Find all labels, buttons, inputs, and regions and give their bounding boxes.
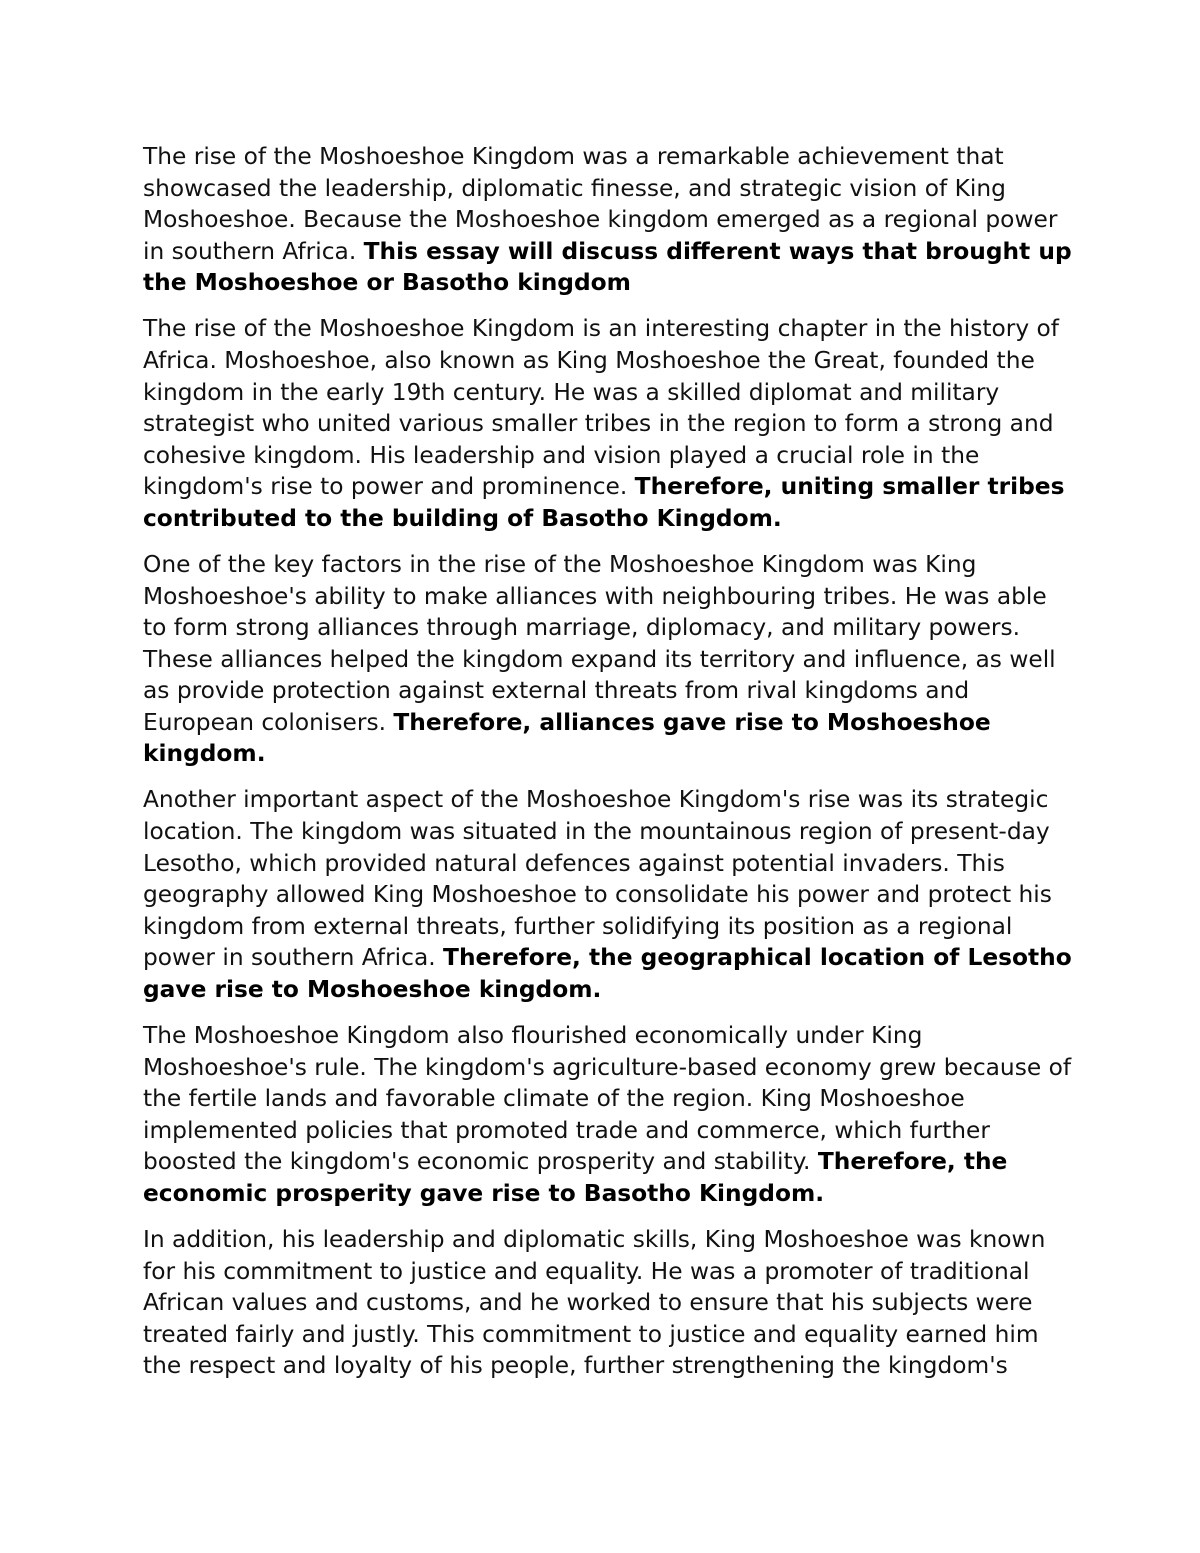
paragraph-text: The Moshoeshoe Kingdom also flourished economically under King Moshoeshoe's rule. The kingdom's agriculture-based economy grew because of the fertile lands and favorable climate of the region. King Moshoeshoe implemented policies that promoted trade and commerce, which further boosted the kingdom's economic prosperity and stability. — [143, 1022, 1072, 1176]
paragraph-justice — [143, 1224, 1073, 1382]
paragraph-thesis-statement: This essay will discuss different ways that brought up the Moshoeshoe or Basotho kingdom — [143, 237, 1072, 297]
paragraph-conclusion: Therefore, alliances gave rise to Moshoeshoe kingdom. — [143, 708, 991, 768]
paragraph-conclusion: Therefore, uniting smaller tribes contributed to the building of Basotho Kingdom. — [143, 473, 1065, 532]
paragraph-economy — [143, 1020, 1073, 1210]
paragraph-conclusion: Therefore, the economic prosperity gave rise to Basotho Kingdom. — [143, 1148, 1008, 1207]
paragraph-text: In addition, his leadership and diplomatic skills, King Moshoeshoe was known for his commitment to justice and equality. He was a promoter of traditional African values and customs, and he worked to ensure that his subjects were treated fairly and justly. This commitment to justice and equality earned him the respect and loyalty of his people, further strengthening the kingdom's — [143, 1225, 1046, 1380]
paragraph-uniting-tribes — [143, 313, 1073, 534]
paragraph-text: The rise of the Moshoeshoe Kingdom was a remarkable achievement that showcased the leadership, diplomatic finesse, and strategic vision of King Moshoeshoe. Because the Moshoeshoe kingdom emerged as a regional power in southern Africa. — [143, 143, 1058, 265]
paragraph-text: Another important aspect of the Moshoeshoe Kingdom's rise was its strategic location. The kingdom was situated in the mountainous region of present-day Lesotho, which provided natural defences against potential invaders. This geography allowed King Moshoeshoe to consolidate his power and protect his kingdom from external threats, further solidifying its position as a regional power in southern Africa. — [143, 786, 1052, 972]
paragraph-text: The rise of the Moshoeshoe Kingdom is an interesting chapter in the history of Africa. Moshoeshoe, also known as King Moshoeshoe the Great, founded the kingdom in the early 19th century. He was a skilled diplomat and military strategist who united various smaller tribes in the region to form a strong and cohesive kingdom. His leadership and vision played a crucial role in the kingdom's rise to power and prominence. — [143, 315, 1059, 501]
paragraph-text: One of the key factors in the rise of the Moshoeshoe Kingdom was King Moshoeshoe's ability to make alliances with neighbouring tribes. He was able to form strong alliances through marriage, diplomacy, and military powers. These alliances helped the kingdom expand its territory and influence, as well as provide protection against external threats from rival kingdoms and European colonisers. — [143, 550, 1056, 736]
paragraph-alliances — [143, 549, 1073, 770]
document-body — [143, 141, 1073, 1396]
paragraph-introduction — [143, 141, 1073, 299]
paragraph-conclusion: Therefore, the geographical location of Lesotho gave rise to Moshoeshoe kingdom. — [143, 944, 1072, 1004]
paragraph-strategic-location — [143, 784, 1073, 1005]
